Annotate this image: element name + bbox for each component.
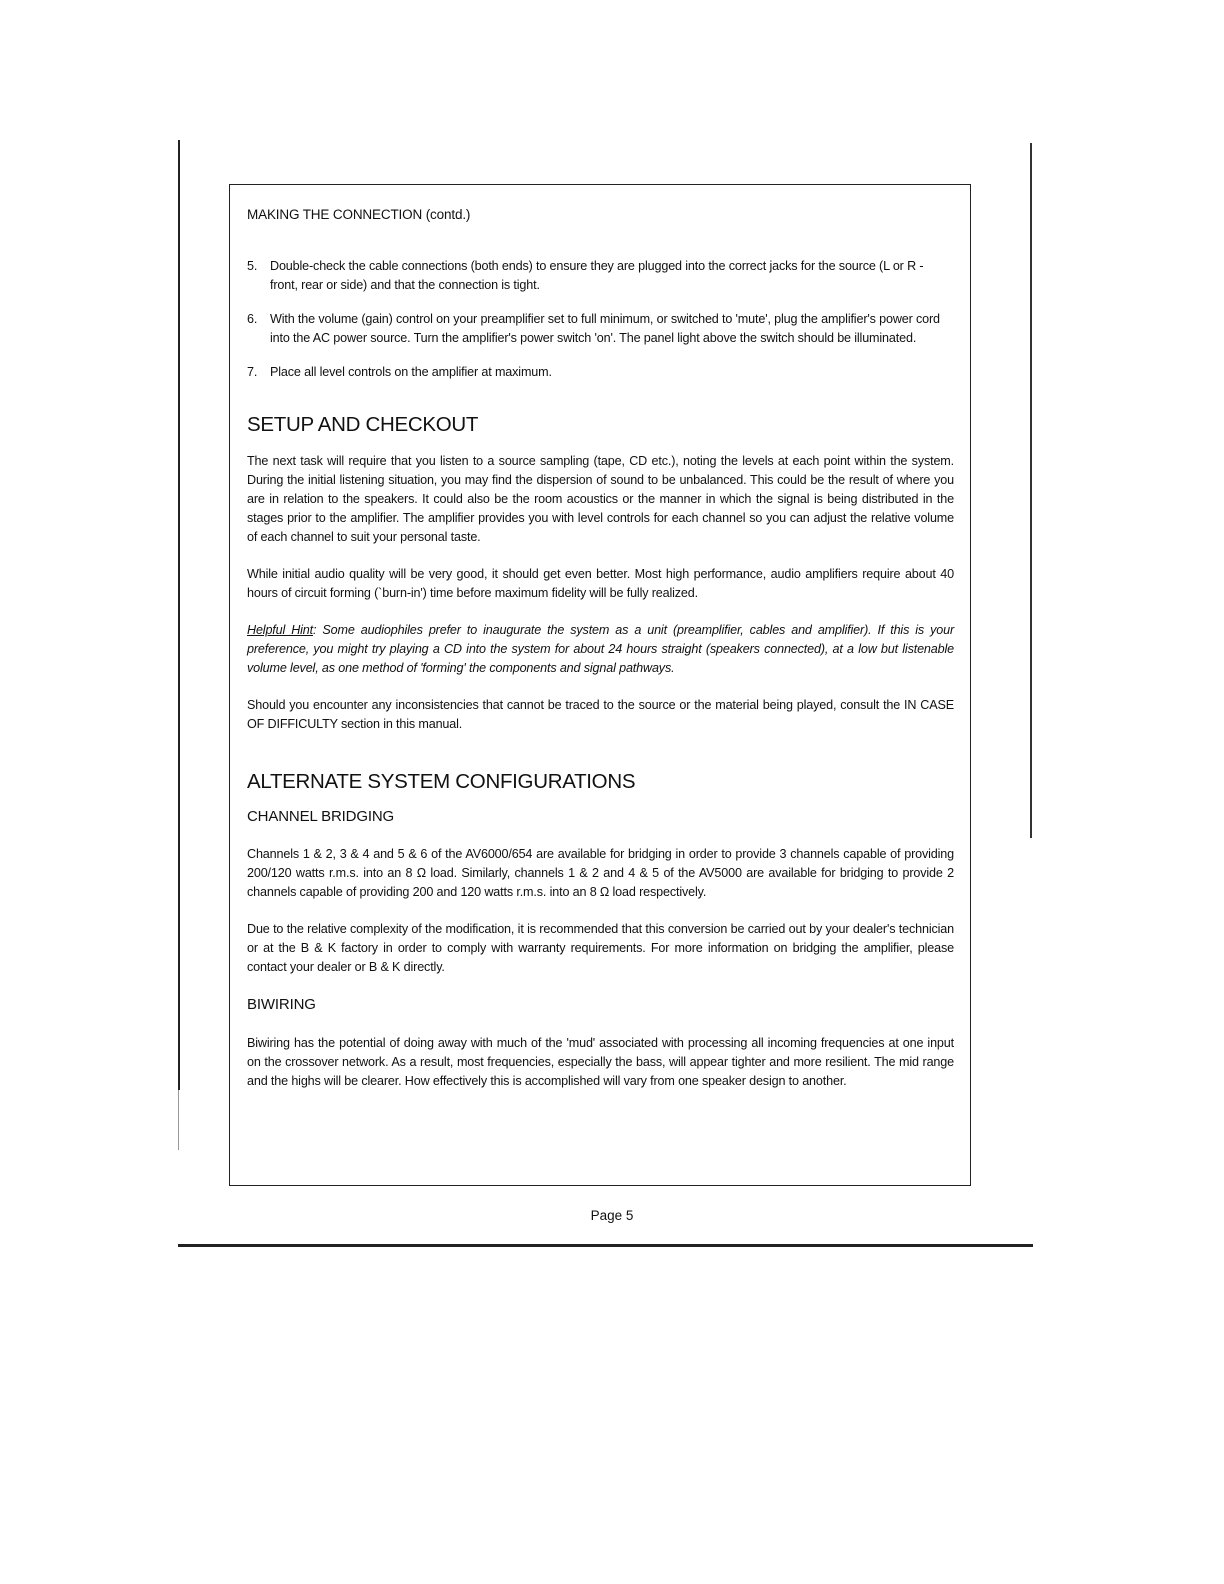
scan-edge-right	[1030, 143, 1032, 838]
scan-edge-left-faint	[178, 1090, 179, 1150]
setup-heading: SETUP AND CHECKOUT	[247, 413, 479, 436]
biwiring-paragraph: Biwiring has the potential of doing away with much of the 'mud' associated with processing all incoming frequencies at one input on the crossover network. As a result, most frequencies, especially the bass, will appear tighter and more resilient. The mid range and the highs will be clearer. How effectively this is accomplished will vary from one speaker design to another.	[247, 1036, 954, 1088]
bridging-heading: CHANNEL BRIDGING	[247, 808, 395, 825]
bridging-paragraph-2: Due to the relative complexity of the modification, it is recommended that this conversion be carried out by your dealer's technician or at the B & K factory in order to comply with warranty requirements. For more information on bridging the amplifier, please contact your dealer or B & K directly.	[247, 922, 954, 974]
list-item	[247, 363, 954, 382]
setup-paragraph-3: Should you encounter any inconsistencies that cannot be traced to the source or the material being played, consult the IN CASE OF DIFFICULTY section in this manual.	[247, 698, 954, 731]
hint-label: Helpful Hint	[247, 623, 313, 637]
page-number: Page 5	[590, 1208, 634, 1223]
step-number: 7.	[247, 365, 258, 379]
setup-paragraph-1: The next task will require that you listen to a source sampling (tape, CD etc.), noting the levels at each point within the system. During the initial listening situation, you may find the dispersion of sound to be unbalanced. This could be the result of where you are in relation to the speakers. It could also be the room acoustics or the manner in which the signal is being distributed in the stages prior to the amplifier. The amplifier provides you with level controls for each channel so you can adjust the relative volume of each channel to suit your personal taste.	[247, 454, 954, 544]
bridging-paragraph-1: Channels 1 & 2, 3 & 4 and 5 & 6 of the AV6000/654 are available for bridging in order to provide 3 channels capable of providing 200/120 watts r.m.s. into an 8 Ω load. Similarly, channels 1 & 2 and 4 & 5 of the AV5000 are available for bridging to provide 2 channels capable of providing 200 and 120 watts r.m.s. into an 8 Ω load respectively.	[247, 847, 954, 899]
alternate-heading: ALTERNATE SYSTEM CONFIGURATIONS	[247, 770, 636, 793]
step-text: With the volume (gain) control on your preamplifier set to full minimum, or switched to 'mute', plug the amplifier's power cord into the AC power source. Turn the amplifier's power switch 'on'. The panel light above the switch should be illuminated.	[270, 312, 940, 345]
helpful-hint	[247, 621, 954, 678]
bottom-rule	[178, 1244, 1033, 1247]
setup-paragraph-2: While initial audio quality will be very good, it should get even better. Most high performance, audio amplifiers require about 40 hours of circuit forming (`burn-in') time before maximum fidelity will be fully realized.	[247, 567, 954, 600]
step-text: Place all level controls on the amplifier at maximum.	[270, 365, 552, 379]
list-item	[247, 310, 954, 348]
biwiring-heading: BIWIRING	[247, 996, 316, 1013]
page-content	[247, 205, 954, 1109]
hint-text: : Some audiophiles prefer to inaugurate the system as a unit (preamplifier, cables and amplifier). If this is your preference, you might try playing a CD into the system for about 24 hours straight (speakers connected), at a low but listenable volume level, as one method of 'forming' the components and signal pathways.	[247, 623, 955, 675]
steps-list	[247, 257, 954, 382]
list-item	[247, 257, 954, 295]
step-text: Double-check the cable connections (both ends) to ensure they are plugged into the correct jacks for the source (L or R - front, rear or side) and that the connection is tight.	[270, 259, 924, 292]
step-number: 6.	[247, 312, 258, 326]
scan-edge-left	[178, 140, 180, 1090]
section-label: MAKING THE CONNECTION (contd.)	[247, 207, 471, 222]
step-number: 5.	[247, 259, 258, 273]
